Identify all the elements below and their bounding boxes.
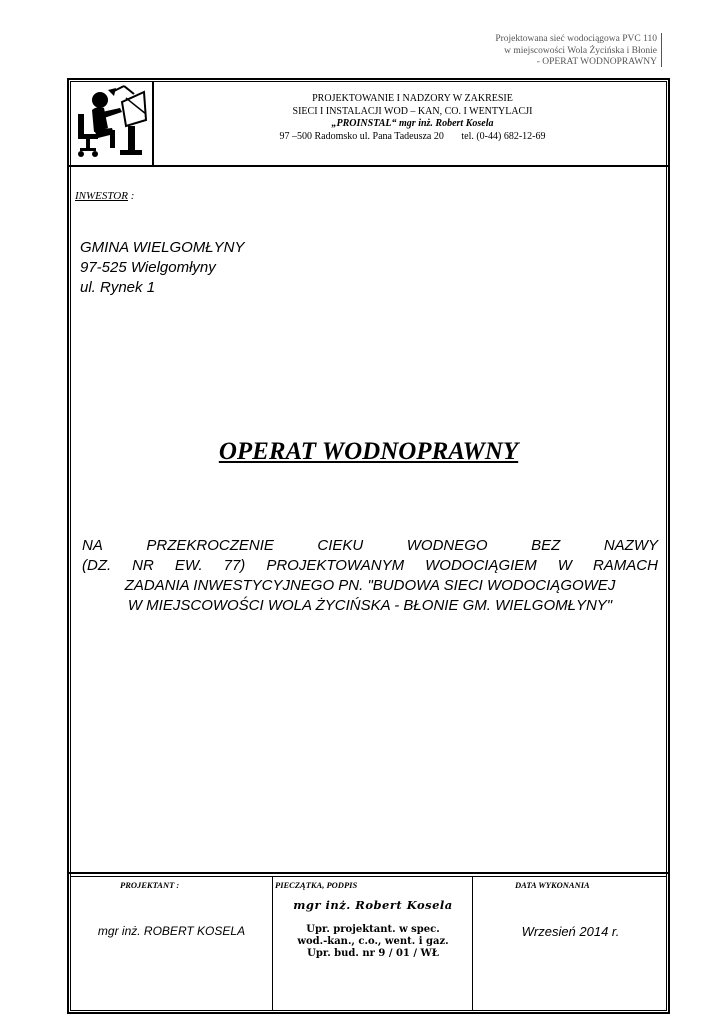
description-word: (DZ. — [82, 557, 112, 574]
description-word: W — [557, 557, 572, 574]
stamp-line3: Upr. bud. nr 9 / 01 / WŁ — [307, 948, 439, 959]
footer-top-border — [67, 872, 670, 874]
description-word: WODNEGO — [406, 537, 488, 554]
description-line3: ZADANIA INWESTYCYJNEGO PN. "BUDOWA SIECI WODOCIĄGOWEJ — [124, 577, 616, 594]
description-line1 — [82, 536, 658, 556]
designer-label: PROJEKTANT : — [120, 880, 180, 890]
description-word: BEZ — [531, 537, 561, 554]
description-word: PROJEKTOWANYM — [266, 557, 405, 574]
company-line2: SIECI I INSTALACJI WOD – KAN, CO. I WENTYLACJI — [292, 105, 533, 117]
header-box-bottom-border — [67, 165, 670, 167]
draftsman-at-drawing-board-icon — [72, 84, 150, 162]
company-address-line — [155, 131, 670, 144]
company-info — [155, 93, 670, 143]
description-word: RAMACH — [592, 557, 658, 574]
footer-divider-right — [472, 876, 473, 1011]
investor-street: ul. Rynek 1 — [80, 279, 156, 296]
description-word: WODOCIĄGIEM — [425, 557, 537, 574]
description-line4: W MIEJSCOWOŚCI WOLA ŻYCIŃSKA - BŁONIE GM. WIELGOMŁYNY" — [127, 597, 613, 614]
description-word: NAZWY — [603, 537, 658, 554]
header-note-line3: - OPERAT WODNOPRAWNY — [536, 57, 657, 67]
stamp-line2: wod.-kan., c.o., went. i gaz. — [297, 936, 449, 947]
investor-name: GMINA WIELGOMŁYNY — [80, 239, 245, 256]
investor-label: INWESTOR : — [75, 190, 135, 202]
description-word: CIEKU — [317, 537, 364, 554]
description-word: NR — [132, 557, 154, 574]
company-address: 97 –500 Radomsko ul. Pana Tadeusza 20 — [279, 130, 444, 142]
logo-divider — [152, 81, 154, 166]
header-note-line2: w miejscowości Wola Życińska i Błonie — [504, 45, 657, 56]
description-word: EW. — [174, 557, 203, 574]
footer-divider-left — [272, 876, 273, 1011]
date-label: DATA WYKONANIA — [515, 880, 590, 890]
designer-stamp — [275, 898, 471, 960]
description-word: 77) — [223, 557, 246, 574]
investor-block — [80, 238, 244, 298]
date-value: Wrzesień 2014 r. — [521, 924, 620, 939]
stamp-name: mgr inż. Robert Kosela — [293, 898, 453, 912]
header-note — [495, 34, 657, 69]
header-note-divider — [661, 33, 662, 67]
header-note-line1: Projektowana sieć wodociągowa PVC 110 — [495, 34, 657, 44]
description-line2 — [82, 556, 658, 576]
stamp-label: PIECZĄTKA, PODPIS — [275, 880, 358, 890]
company-phone: tel. (0-44) 682-12-69 — [461, 130, 546, 142]
company-name: „PROINSTAL“ mgr inż. Robert Kosela — [331, 118, 494, 129]
description-word: NA — [82, 537, 103, 554]
investor-postal: 97-525 Wielgomłyny — [80, 259, 216, 276]
document-title: OPERAT WODNOPRAWNY — [218, 438, 519, 465]
company-line1: PROJEKTOWANIE I NADZORY W ZAKRESIE — [312, 93, 513, 104]
description-word: PRZEKROCZENIE — [146, 537, 274, 554]
description — [82, 536, 658, 616]
stamp-line1: Upr. projektant. w spec. — [306, 924, 440, 935]
footer-top-border-inner — [70, 876, 667, 877]
designer-name: mgr inż. ROBERT KOSELA — [97, 924, 246, 938]
